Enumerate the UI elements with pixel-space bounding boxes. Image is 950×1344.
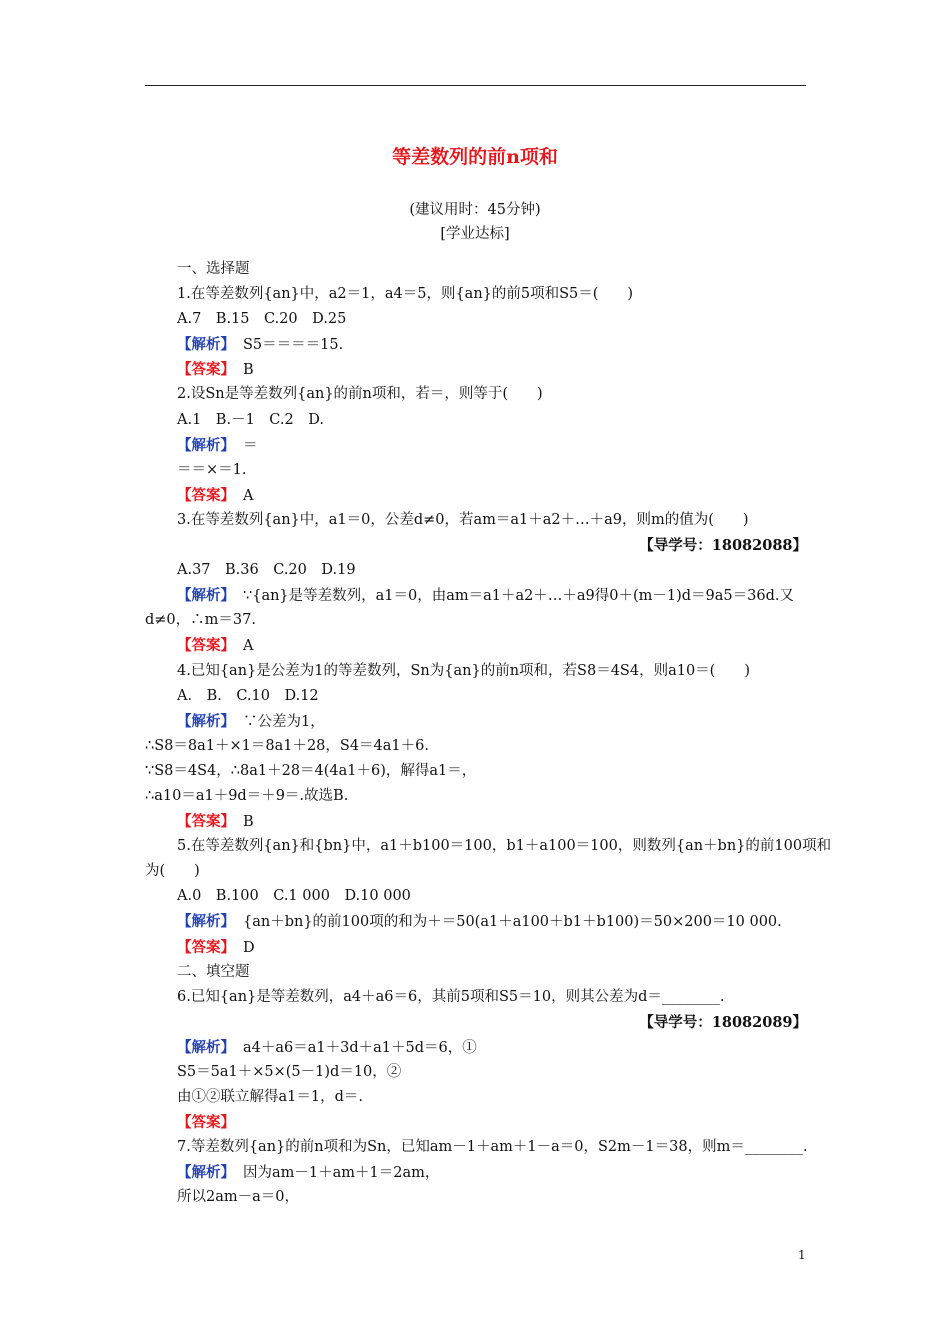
- answer-tag: 【答案】: [177, 813, 235, 831]
- daoxuehao-label: 【导学号：18082089】: [639, 1013, 807, 1031]
- jiexi-text: ＝: [243, 437, 258, 454]
- answer-text: B: [243, 814, 254, 831]
- question-5-stem: 5.在等差数列{an}和{bn}中，a1＋b100＝100，b1＋a100＝100，则数列{an＋bn}的前100项和: [177, 838, 832, 855]
- jiexi-text: ∵{an}是等差数列，a1＝0，由am＝a1＋a2＋…＋a9得0＋(m－1)d＝9a5＝36d.又: [243, 588, 794, 605]
- answer-text: D: [243, 939, 255, 956]
- solution-line: S5＝5a1＋×5×(5－1)d＝10，②: [177, 1064, 402, 1080]
- solution-line: ∴S8＝8a1＋×1＝8a1＋28，S4＝4a1＋6.: [145, 737, 429, 754]
- jiexi-tag: 【解析】: [177, 1164, 235, 1182]
- daoxuehao-label: 【导学号：18082088】: [639, 537, 807, 555]
- solution-line: 由①②联立解得a1＝1，d＝.: [177, 1089, 363, 1106]
- answer-tag: 【答案】: [177, 486, 235, 504]
- question-5-stem-cont: 为( ): [145, 863, 200, 880]
- jiexi-tag: 【解析】: [177, 587, 235, 605]
- answer-tag: 【答案】: [177, 637, 235, 655]
- question-4-answer: [145, 809, 807, 834]
- jiexi-tag: 【解析】: [177, 712, 235, 730]
- time-note: (建议用时：45分钟): [409, 202, 541, 218]
- question-5-jiexi: [145, 909, 807, 934]
- header-rule: [145, 85, 806, 86]
- question-7-jiexi: [145, 1160, 807, 1185]
- question-3-options: A.37 B.36 C.20 D.19: [177, 562, 356, 579]
- solution-line: ∴a10＝a1＋9d＝＋9＝.故选B.: [145, 787, 349, 804]
- question-2-answer: [145, 483, 807, 508]
- question-2-stem: 2.设Sn是等差数列{an}的前n项和，若＝，则等于( ): [177, 386, 543, 403]
- question-3-jiexi-cont: d≠0，∴m＝37.: [145, 612, 256, 629]
- question-1-answer: [145, 357, 807, 382]
- solution-line: ∵S8＝4S4，∴8a1＋28＝4(4a1＋6)，解得a1＝，: [145, 762, 477, 779]
- jiexi-text: S5＝＝＝＝15.: [243, 337, 344, 354]
- question-6-answer: [145, 1110, 807, 1135]
- page-number: 1: [798, 1248, 806, 1262]
- jiexi-text: ∵公差为1，: [243, 713, 325, 730]
- jiexi-tag: 【解析】: [177, 913, 235, 931]
- question-3-stem: 3.在等差数列{an}中，a1＝0，公差d≠0，若am＝a1＋a2＋…＋a9，则m的值为( ): [177, 511, 749, 528]
- level-label: [学业达标]: [440, 226, 510, 242]
- jiexi-text: {an＋bn}的前100项的和为＋＝50(a1＋a100＋b1＋b100)＝50×200＝10 000.: [243, 914, 782, 931]
- jiexi-text: 因为am－1＋am＋1＝2am，: [243, 1165, 440, 1182]
- question-5-options: A.0 B.100 C.1 000 D.10 000: [177, 888, 411, 905]
- question-1-stem: 1.在等差数列{an}中，a2＝1，a4＝5，则{an}的前5项和S5＝( ): [177, 286, 634, 303]
- solution-line: 所以2am－a＝0，: [177, 1189, 299, 1206]
- jiexi-tag: 【解析】: [177, 336, 235, 354]
- question-3-answer: [145, 633, 807, 658]
- question-7-stem: 7.等差数列{an}的前n项和为Sn，已知am－1＋am＋1－a＝0，S2m－1＝38，则m＝________.: [177, 1139, 808, 1156]
- question-6-stem: 6.已知{an}是等差数列，a4＋a6＝6，其前5项和S5＝10，则其公差为d＝________.: [177, 988, 725, 1005]
- answer-text: A: [243, 487, 254, 504]
- jiexi-text: a4＋a6＝a1＋3d＋a1＋5d＝6，①: [243, 1039, 477, 1056]
- document-body: [145, 257, 832, 1211]
- question-3-jiexi: [145, 583, 807, 608]
- answer-tag: 【答案】: [177, 1114, 235, 1132]
- answer-text: B: [243, 362, 254, 379]
- page-title: 等差数列的前n项和: [392, 146, 558, 168]
- section-heading: 二、填空题: [177, 963, 250, 980]
- answer-text: A: [243, 638, 254, 655]
- question-1-options: A.7 B.15 C.20 D.25: [177, 311, 347, 328]
- question-6-jiexi: [145, 1035, 807, 1060]
- jiexi-tag: 【解析】: [177, 1038, 235, 1056]
- question-4-options: A. B. C.10 D.12: [177, 687, 319, 704]
- question-5-answer: [145, 935, 807, 960]
- question-2-jiexi: [145, 433, 807, 458]
- jiexi-tag: 【解析】: [177, 436, 235, 454]
- section-heading: 一、选择题: [177, 261, 250, 277]
- question-4-stem: 4.已知{an}是公差为1的等差数列，Sn为{an}的前n项和，若S8＝4S4，则a10＝( ): [177, 662, 750, 679]
- question-1-jiexi: [145, 332, 807, 357]
- question-2-options: A.1 B.－1 C.2 D.: [177, 411, 324, 428]
- question-2-jiexi-cont: ＝＝×＝1.: [177, 461, 247, 478]
- question-4-jiexi: [145, 709, 807, 734]
- answer-tag: 【答案】: [177, 938, 235, 956]
- answer-tag: 【答案】: [177, 361, 235, 379]
